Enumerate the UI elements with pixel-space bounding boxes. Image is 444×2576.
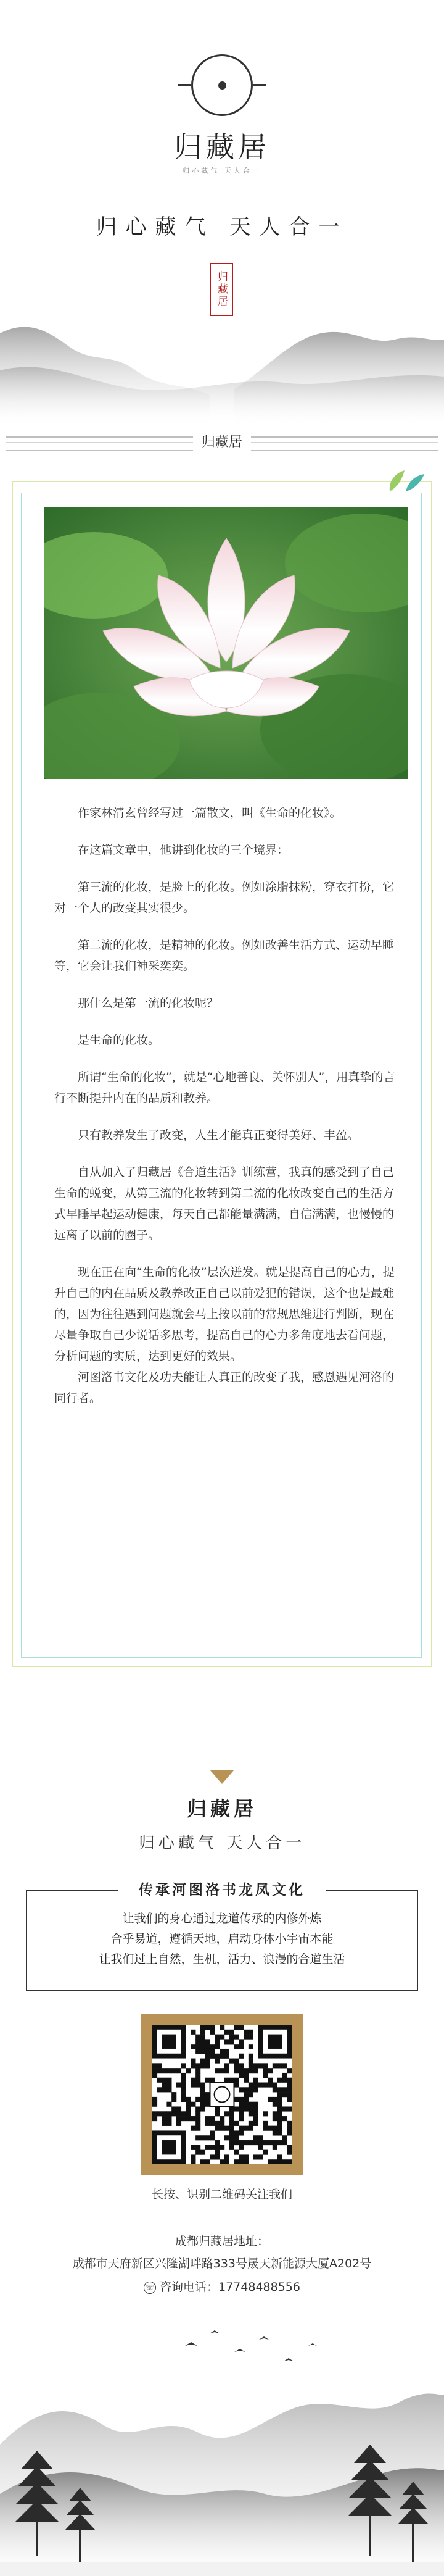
culture-line: 让我们的身心通过龙道传承的内修外炼 bbox=[122, 1912, 322, 1925]
leaf-icon bbox=[384, 468, 427, 493]
header bbox=[0, 0, 444, 450]
culture-title: 传承河图洛书龙凤文化 bbox=[118, 1880, 326, 1900]
logo-subtitle: 归心藏气 天人合一 bbox=[183, 167, 261, 175]
article-paragraph: 第三流的化妆，是脸上的化妆。例如涂脂抹粉，穿衣打扮，它对一个人的改变其实很少。 bbox=[54, 880, 395, 915]
address-label: 成都归藏居地址： bbox=[175, 2235, 269, 2248]
qr-caption: 长按、识别二维码关注我们 bbox=[151, 2188, 292, 2201]
article-paragraph: 只有教养发生了改变，人生才能真正变得美好、丰盈。 bbox=[78, 1128, 360, 1142]
lotus-photo bbox=[44, 507, 408, 779]
ink-landscape bbox=[0, 2309, 444, 2576]
article-paragraph: 第二流的化妆，是精神的化妆。例如改善生活方式、运动早睡等，它会让我们神采奕奕。 bbox=[54, 938, 395, 973]
phone-line[interactable] bbox=[0, 2278, 444, 2295]
article-paragraph: 河图洛书文化及功夫能让人真正的改变了我，感恩遇见河洛的同行者。 bbox=[54, 1370, 395, 1405]
triangle-ornament bbox=[210, 1770, 234, 1784]
logo-emblem-icon bbox=[191, 54, 253, 116]
article-paragraph: 自从加入了归藏居《合道生活》训练营，我真的感受到了自己生命的蜕变，从第三流的化妆转到第二流的化妆改变自己的生活方式早睡早起运动健康，每天自己都能量满满，自信满满，也慢慢的远离了以前的圈子。 bbox=[54, 1165, 395, 1242]
footer-brand: 归藏居 bbox=[186, 1797, 257, 1820]
qr-code[interactable] bbox=[141, 2014, 303, 2175]
article-paragraph: 是生命的化妆。 bbox=[78, 1033, 160, 1047]
logo-title: 归藏居 bbox=[174, 130, 270, 164]
article-paragraph: 在这篇文章中，他讲到化妆的三个境界： bbox=[78, 843, 289, 857]
qr-code-icon bbox=[152, 2025, 292, 2164]
article-paragraph: 那什么是第一流的化妆呢？ bbox=[78, 996, 219, 1010]
article-paragraph: 作家林清玄曾经写过一篇散文，叫《生命的化妆》。 bbox=[78, 806, 342, 820]
article-body bbox=[54, 802, 403, 1425]
phone-icon: ☏ bbox=[144, 2282, 156, 2294]
culture-line: 让我们过上自然，生机，活力、浪漫的合道生活 bbox=[99, 1953, 345, 1966]
phone-text: 咨询电话：17748488556 bbox=[160, 2280, 300, 2294]
culture-line: 合乎易道，遵循天地，启动身体小宇宙本能 bbox=[110, 1932, 334, 1946]
culture-lines bbox=[26, 1909, 418, 1970]
article-paragraph: 现在正在向“生命的化妆”层次迸发。就是提高自己的心力，提升自己的内在品质及教养改正自己以前爱犯的错误，这个也是最难的，因为往往遇到问题就会马上按以前的常规思维进行判断，现在尽量争取自己少说话多思考，提高自己的心力多角度地去看问题，分析问题的实质，达到更好的效果。 bbox=[54, 1265, 395, 1363]
divider-label: 归藏居 bbox=[0, 433, 444, 452]
footer-slogan: 归心藏气 天人合一 bbox=[138, 1834, 306, 1853]
seal-stamp: 归藏居 bbox=[210, 263, 233, 316]
address-text: 成都市天府新区兴隆湖畔路333号晟天新能源大厦A202号 bbox=[72, 2257, 372, 2270]
article-paragraph: 所谓“生命的化妆”，就是“心地善良、关怀别人”，用真挚的言行不断提升内在的品质和教养。 bbox=[54, 1070, 395, 1105]
header-slogan: 归心藏气 天人合一 bbox=[96, 215, 348, 240]
culture-box bbox=[26, 1877, 418, 1991]
